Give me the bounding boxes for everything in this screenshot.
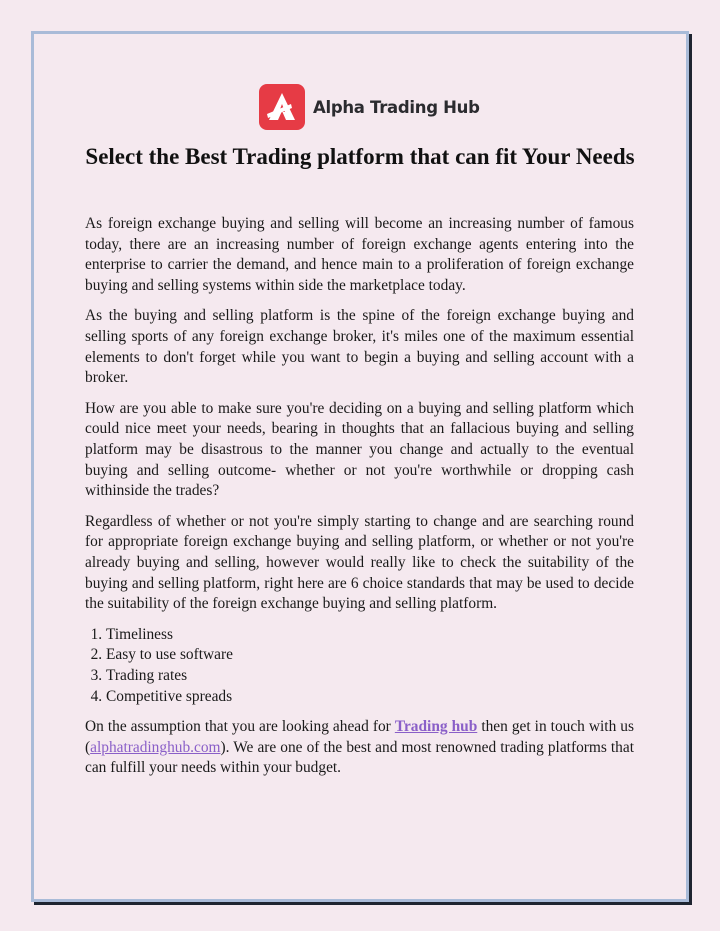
paragraph: How are you able to make sure you're deciding on a buying and selling platform which could nice meet your needs, bearing in thoughts that an fallacious buying and selling platform may be disastrous to the manner you change and actually to the eventual buying and selling outcome- whether or not you're worthwhile or dropping cash withinside the trades? [85, 399, 634, 500]
criteria-list [85, 625, 634, 708]
closing-text: then get in touch with us ( [85, 717, 634, 756]
article-body [85, 214, 634, 789]
logo-text: Alpha Trading Hub [313, 97, 480, 117]
alpha-logo-icon [259, 84, 305, 130]
paragraph: Regardless of whether or not you're simply starting to change and are searching round for appropriate foreign exchange buying and selling platform, or whether or not you're already buying and selling, however would really like to check the suitability of the buying and selling platform, right here are 6 choice standards that may be used to decide the suitability of the foreign exchange buying and selling platform. [85, 512, 634, 613]
website-link[interactable]: alphatradinghub.com [90, 738, 221, 756]
closing-paragraph [85, 717, 634, 779]
list-item: 3. Trading rates [106, 666, 634, 687]
trading-hub-link[interactable]: Trading hub [394, 717, 478, 735]
list-item: 1. Timeliness [106, 625, 634, 646]
closing-text: On the assumption that you are looking ahead for [85, 717, 395, 735]
closing-text: ). We are one of the best and most renowned trading platforms that can fulfill your needs within your budget. [85, 738, 634, 777]
list-item: 2. Easy to use software [106, 645, 634, 666]
paragraph: As foreign exchange buying and selling will become an increasing number of famous today, there are an increasing number of foreign exchange agents entering into the enterprise to carrier the demand, and hence main to a proliferation of foreign exchange buying and selling systems within side the marketplace today. [85, 215, 634, 295]
paragraph: As the buying and selling platform is the spine of the foreign exchange buying and selling sports of any foreign exchange broker, it's miles one of the maximum essential elements to don't forget while you want to begin a buying and selling account with a broker. [85, 307, 634, 387]
logo [259, 84, 480, 130]
list-item: 4. Competitive spreads [106, 687, 634, 708]
page-title: Select the Best Trading platform that can fit Your Needs [85, 144, 635, 169]
